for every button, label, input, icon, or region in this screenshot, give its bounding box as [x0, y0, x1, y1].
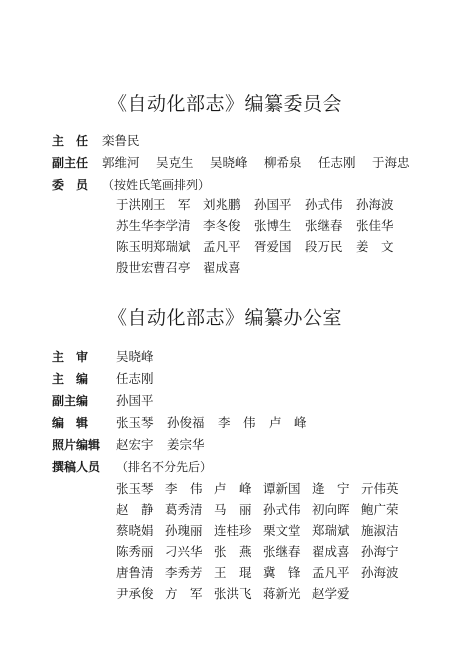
committee-title: 《自动化部志》编纂委员会 — [107, 93, 342, 115]
writers-note: （排名不分先后） — [116, 460, 213, 474]
writers-row — [116, 521, 399, 541]
member-name: 姜 文 — [356, 239, 394, 254]
member-name: 张继春 — [305, 218, 343, 233]
deputy-editor-label: 副主编 — [52, 394, 89, 408]
member-name: 陈玉明 — [116, 239, 154, 254]
editor-name: 孙俊福 — [167, 415, 205, 430]
member-name: 张博生 — [254, 218, 292, 233]
writers-row — [116, 542, 399, 562]
vice-director-names — [102, 153, 420, 173]
member-name: 李学清 — [153, 218, 191, 233]
writer-name: 孙瑰丽 — [165, 523, 203, 538]
writers-row — [116, 563, 399, 583]
writer-name: 张继春 — [263, 544, 301, 559]
member-name: 王 军 — [153, 197, 191, 212]
writer-name: 张洪飞 — [214, 586, 252, 601]
members-row — [116, 216, 394, 236]
writer-name: 冀 锋 — [263, 565, 301, 580]
member-name: 孙海波 — [356, 197, 394, 212]
vice-director-name: 吴晓峰 — [210, 155, 248, 170]
writer-name: 鲍广荣 — [361, 502, 399, 517]
writer-name: 李 伟 — [165, 481, 203, 496]
vice-director-name: 吴克生 — [156, 155, 194, 170]
writer-name: 逄 宁 — [312, 481, 350, 496]
writer-name: 赵 静 — [116, 502, 154, 517]
writer-name: 谭新国 — [263, 481, 301, 496]
vice-director-label: 副主任 — [52, 156, 89, 170]
photo-editor-name: 姜宗华 — [167, 437, 205, 452]
editors-label: 编 辑 — [52, 416, 89, 430]
writer-name: 郑瑞斌 — [312, 523, 350, 538]
vice-director-name: 郭维河 — [102, 155, 140, 170]
writer-name: 施淑洁 — [361, 523, 399, 538]
member-name: 张佳华 — [356, 218, 394, 233]
deputy-editor-name: 孙国平 — [116, 393, 154, 408]
photo-editors-label: 照片编辑 — [52, 438, 101, 452]
writer-name: 张 燕 — [214, 544, 252, 559]
photo-editors-names — [116, 435, 205, 455]
writer-name: 赵学爱 — [312, 586, 350, 601]
writer-name: 唐鲁清 — [116, 565, 154, 580]
writer-name: 孙海波 — [361, 565, 399, 580]
member-name: 胥爱国 — [254, 239, 292, 254]
writers-label: 撰稿人员 — [52, 460, 101, 474]
writers-row — [116, 479, 399, 499]
member-name: 于洪刚 — [116, 197, 154, 212]
writer-name: 连桂珍 — [214, 523, 252, 538]
member-name: 孙国平 — [254, 197, 292, 212]
editor-name: 卢 峰 — [269, 415, 307, 430]
writer-name: 方 军 — [165, 586, 203, 601]
writer-name: 初向晖 — [312, 502, 350, 517]
photo-editor-name: 赵宏宇 — [116, 437, 154, 452]
member-name: 郑瑞斌 — [153, 239, 191, 254]
director-label: 主 任 — [52, 134, 89, 148]
member-name: 殷世宏 — [116, 260, 154, 275]
writer-name: 陈秀丽 — [116, 544, 154, 559]
member-name: 孙式伟 — [305, 197, 343, 212]
editor-name: 李 伟 — [218, 415, 256, 430]
members-row — [116, 237, 394, 257]
writer-name: 马 丽 — [214, 502, 252, 517]
member-name: 段万民 — [305, 239, 343, 254]
writer-name: 李秀芳 — [165, 565, 203, 580]
member-name: 刘兆鹏 — [203, 197, 241, 212]
office-title: 《自动化部志》编纂办公室 — [107, 307, 342, 329]
members-note: （按姓氏笔画排列） — [102, 178, 211, 192]
writer-name: 刁兴华 — [165, 544, 203, 559]
writer-name: 孙海宁 — [361, 544, 399, 559]
reviewer-name: 吴晓峰 — [116, 349, 154, 364]
members-row — [116, 195, 394, 215]
writer-name: 张玉琴 — [116, 481, 154, 496]
writer-name: 翟成喜 — [312, 544, 350, 559]
writer-name: 蔡晓娟 — [116, 523, 154, 538]
writer-name: 葛秀清 — [165, 502, 203, 517]
writer-name: 孙式伟 — [263, 502, 301, 517]
member-name: 曹召亭 — [153, 260, 191, 275]
vice-director-name: 于海忠 — [372, 155, 410, 170]
writer-name: 蒋新光 — [263, 586, 301, 601]
chief-editor-label: 主 编 — [52, 372, 89, 386]
editors-names — [116, 413, 307, 433]
writer-name: 栗文堂 — [263, 523, 301, 538]
chief-editor-name: 任志刚 — [116, 371, 154, 386]
member-name: 翟成喜 — [203, 260, 241, 275]
writer-name: 亓伟英 — [361, 481, 399, 496]
reviewer-label: 主 审 — [52, 350, 89, 364]
writer-name: 卢 峰 — [214, 481, 252, 496]
members-row — [116, 258, 241, 278]
vice-director-name: 柳希泉 — [264, 155, 302, 170]
writer-name: 王 琨 — [214, 565, 252, 580]
member-name: 苏生华 — [116, 218, 154, 233]
writers-row — [116, 500, 399, 520]
members-label: 委 员 — [52, 178, 89, 192]
member-name: 孟凡平 — [203, 239, 241, 254]
writer-name: 尹承俊 — [116, 586, 154, 601]
writer-name: 孟凡平 — [312, 565, 350, 580]
editor-name: 张玉琴 — [116, 415, 154, 430]
director-name: 栾鲁民 — [102, 133, 140, 148]
vice-director-name: 任志刚 — [318, 155, 356, 170]
writers-row — [116, 584, 350, 604]
member-name: 李冬俊 — [203, 218, 241, 233]
